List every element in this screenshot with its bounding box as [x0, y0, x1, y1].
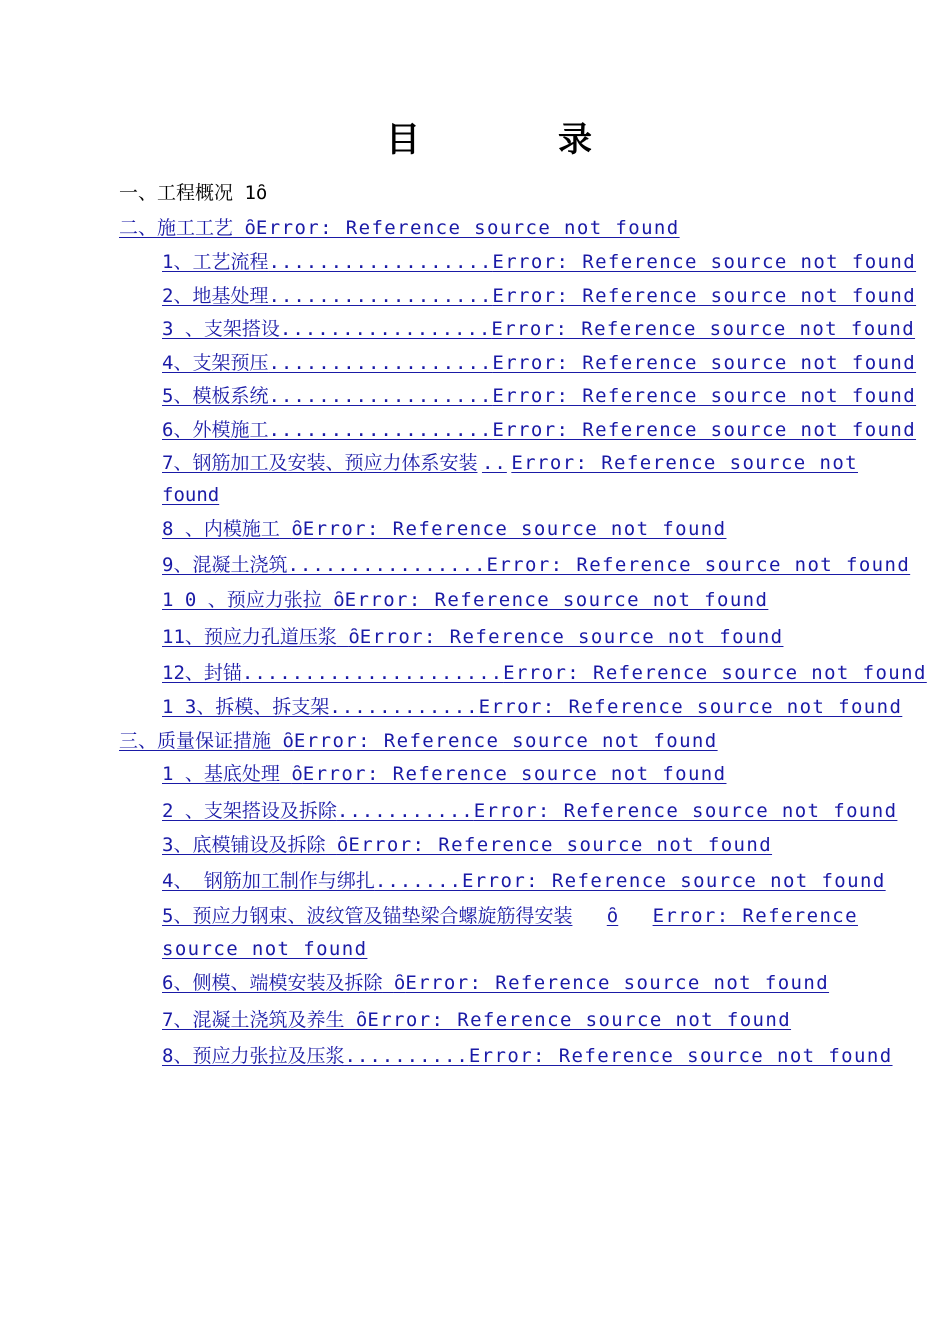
toc-entry-ref: Error: Reference source not found: [473, 800, 898, 822]
toc-entry-dots: ..........: [344, 1045, 469, 1067]
toc-entry-text: 8 、内模施工: [162, 518, 280, 540]
toc-entry-text: 1、工艺流程: [162, 251, 269, 273]
toc-entry-ref: Error: Reference source not found: [492, 251, 917, 273]
toc-entry-ref: Error: Reference source not found: [486, 554, 911, 576]
toc-link-2-10[interactable]: [162, 584, 768, 616]
toc-link-2[interactable]: [119, 212, 680, 244]
toc-entry-ref: Error: Reference source not found: [302, 518, 727, 540]
toc-link-2-9[interactable]: [162, 549, 911, 581]
toc-entry-ref: Error: Reference source not found: [492, 285, 917, 307]
toc-link-3-4[interactable]: [162, 865, 886, 897]
toc-entry-text: 2 、支架搭设及拆除: [162, 800, 337, 822]
toc-link-2-1[interactable]: [162, 246, 917, 278]
toc-link-2-6[interactable]: [162, 414, 917, 446]
field-marker-icon: ȏ: [348, 626, 360, 648]
toc-entry-ref: Error: Reference source not found: [359, 626, 784, 648]
toc-link-2-3[interactable]: [162, 313, 916, 345]
toc-link-3-2[interactable]: [162, 795, 898, 827]
toc-entry-text: 1 3、拆模、拆支架: [162, 696, 330, 718]
toc-link-3-3[interactable]: [162, 829, 772, 861]
toc-entry-text: 2、地基处理: [162, 285, 269, 307]
toc-link-3-5[interactable]: [162, 900, 858, 932]
toc-entry-text: 12、封锚: [162, 662, 242, 684]
toc-entry-dots: ..................: [268, 251, 493, 273]
toc-entry-ref: Error: Reference source not found: [503, 662, 927, 684]
toc-entry-dots: ..................: [268, 285, 493, 307]
toc-entry-dots: .....................: [241, 662, 504, 684]
toc-entry-ref: Error: Reference source not found: [478, 696, 903, 718]
toc-link-2-13[interactable]: [162, 691, 903, 723]
toc-entry-text: 7、钢筋加工及安装、预应力体系安装: [162, 452, 478, 474]
toc-entry-ref: Error: Reference source not found: [255, 217, 680, 239]
field-marker-icon: ȏ: [291, 518, 303, 540]
toc-entry-text: 一、工程概况 1: [119, 182, 256, 204]
title-char-right: 录: [558, 120, 592, 160]
toc-entry-text: 4、支架预压: [162, 352, 269, 374]
toc-entry-1: [119, 177, 267, 209]
toc-link-3-1[interactable]: [162, 758, 726, 790]
toc-entry-text: 二、施工工艺: [119, 217, 234, 239]
toc-entry-text: 1 、基底处理: [162, 763, 280, 785]
toc-link-3-7[interactable]: [162, 1004, 791, 1036]
field-marker-icon: ȏ: [282, 730, 294, 752]
toc-entry-ref: Error: Reference source not found: [348, 834, 773, 856]
title-char-left: 目: [386, 120, 420, 160]
toc-entry-ref: Error: Reference source not found: [491, 318, 916, 340]
toc-link-3[interactable]: [119, 725, 718, 757]
toc-entry-ref: Error: Reference source not found: [468, 1045, 893, 1067]
toc-entry-text: 1 0 、预应力张拉: [162, 589, 322, 611]
toc-link-3-8[interactable]: [162, 1040, 893, 1072]
toc-entry-text: 8、预应力张拉及压浆: [162, 1045, 345, 1067]
field-marker-icon: ȏ: [255, 182, 268, 204]
toc-link-2-4[interactable]: [162, 347, 917, 379]
toc-link-2-7-cont[interactable]: [162, 479, 219, 511]
toc-entry-text: 9、混凝土浇筑: [162, 554, 288, 576]
toc-link-2-11[interactable]: [162, 621, 783, 653]
toc-link-2-7[interactable]: [162, 447, 858, 479]
toc-entry-ref: Error: Reference source not found: [461, 870, 886, 892]
toc-entry-text: 5、模板系统: [162, 385, 269, 407]
toc-link-2-12[interactable]: [162, 657, 927, 689]
field-marker-icon: ȏ: [244, 217, 256, 239]
toc-link-2-8[interactable]: [162, 513, 726, 545]
toc-entry-dots: ...........: [336, 800, 474, 822]
toc-entry-dots: ..................: [268, 385, 493, 407]
toc-entry-text: 7、混凝土浇筑及养生: [162, 1009, 345, 1031]
toc-entry-dots: ................: [287, 554, 487, 576]
toc-link-3-6[interactable]: [162, 967, 829, 999]
toc-entry-text: 4、 钢筋加工制作与绑扎: [162, 870, 375, 892]
toc-entry-text: 6、侧模、端模安装及拆除: [162, 972, 383, 994]
field-marker-icon: ȏ: [355, 1009, 368, 1031]
toc-entry-ref: Error: Reference source not found: [492, 385, 917, 407]
toc-link-2-5[interactable]: [162, 380, 917, 412]
toc-entry-ref: Error: Reference source not found: [302, 763, 727, 785]
toc-entry-dots: ..................: [268, 352, 493, 374]
toc-entry-ref: Error: Reference source not: [511, 452, 858, 474]
toc-link-2-2[interactable]: [162, 280, 917, 312]
toc-entry-dots: .......: [374, 870, 462, 892]
field-marker-icon: ȏ: [291, 763, 303, 785]
toc-entry-dots: .................: [279, 318, 492, 340]
toc-entry-ref: Error: Reference source not found: [405, 972, 830, 994]
toc-entry-dots: ............: [329, 696, 479, 718]
toc-entry-dots: ..: [481, 452, 507, 474]
toc-entry-ref-cont: source not found: [162, 938, 368, 960]
toc-entry-text: 3 、支架搭设: [162, 318, 280, 340]
toc-entry-ref: Error: Reference source not found: [293, 730, 718, 752]
toc-entry-dots: ..................: [268, 419, 493, 441]
field-marker-icon: ȏ: [393, 972, 406, 994]
field-marker-icon: ȏ: [336, 834, 349, 856]
toc-entry-ref: Error: Reference source not found: [492, 352, 917, 374]
toc-link-3-5-cont[interactable]: [162, 933, 367, 965]
toc-entry-ref: Error: Reference source not found: [344, 589, 769, 611]
toc-entry-ref-cont: found: [162, 484, 220, 506]
toc-entry-text: 三、质量保证措施: [119, 730, 272, 752]
toc-entry-text: 3、底模铺设及拆除: [162, 834, 326, 856]
toc-entry-text: 11、预应力孔道压浆: [162, 626, 337, 648]
toc-entry-text: 5、预应力钢束、波纹管及锚垫梁合螺旋筋得安装: [162, 905, 573, 927]
field-marker-icon: ȏ: [606, 905, 619, 927]
toc-entry-ref: Error: Reference source not found: [367, 1009, 792, 1031]
toc-entry-ref: Error: Reference source not found: [492, 419, 917, 441]
field-marker-icon: ȏ: [333, 589, 345, 611]
toc-entry-text: 6、外模施工: [162, 419, 269, 441]
toc-entry-ref: Error: Reference: [652, 905, 858, 927]
